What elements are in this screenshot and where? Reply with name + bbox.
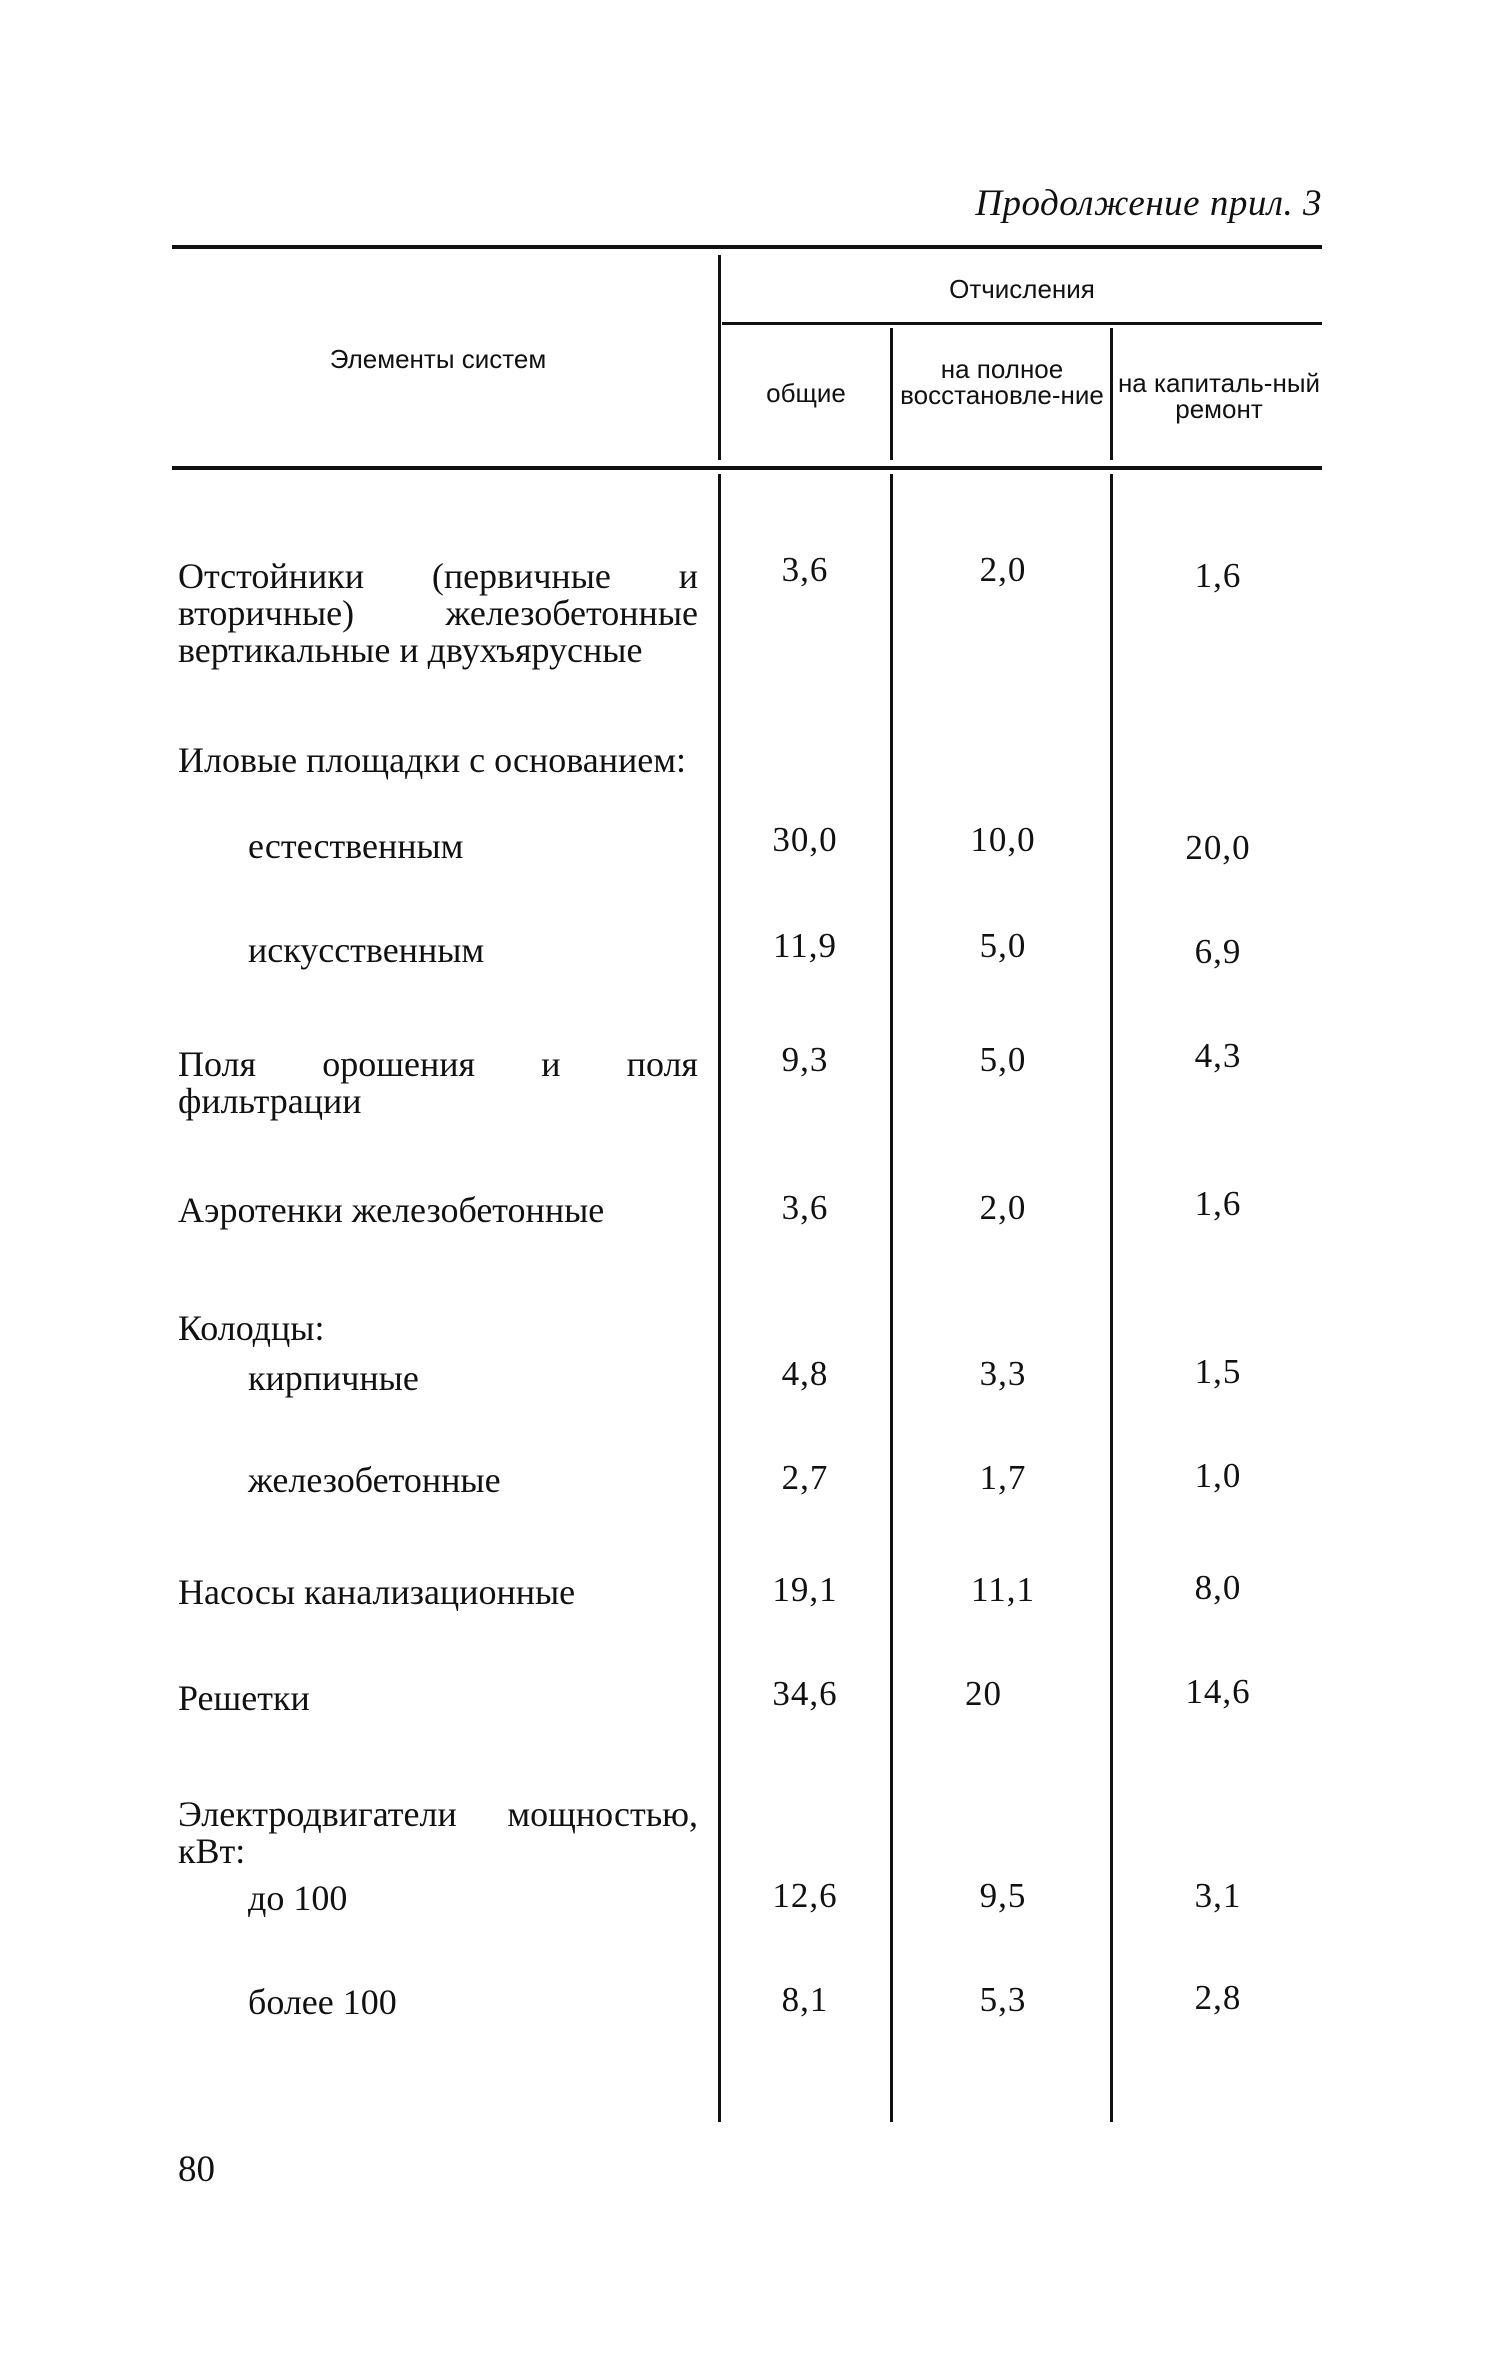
value-general: 19,1 xyxy=(772,1570,838,1609)
value-general: 12,6 xyxy=(772,1876,838,1915)
value-full-restore: 1,7 xyxy=(979,1458,1027,1497)
header-elements: Элементы систем xyxy=(329,344,547,374)
column-divider-2 xyxy=(890,474,893,2122)
table-top-rule xyxy=(172,245,1322,249)
value-general: 30,0 xyxy=(772,820,838,859)
value-general: 9,3 xyxy=(781,1040,829,1079)
value-capital-repair: 6,9 xyxy=(1194,932,1242,971)
value-full-restore: 2,0 xyxy=(979,550,1027,589)
value-capital-repair: 20,0 xyxy=(1185,828,1251,867)
value-full-restore: 5,0 xyxy=(979,926,1027,965)
value-capital-repair: 1,5 xyxy=(1194,1352,1242,1391)
value-full-restore: 9,5 xyxy=(979,1876,1027,1915)
row-label: более 100 xyxy=(248,1982,397,2022)
header-bottom-rule xyxy=(172,466,1322,470)
value-capital-repair: 3,1 xyxy=(1194,1876,1242,1915)
value-general: 8,1 xyxy=(781,1980,829,2019)
group-header-rule xyxy=(722,322,1322,325)
value-full-restore: 11,1 xyxy=(971,1570,1035,1609)
column-divider-1 xyxy=(718,474,721,2122)
continuation-caption: Продолжение прил. 3 xyxy=(975,183,1322,224)
row-label: Поля орошения и поля фильтрации xyxy=(178,1044,698,1121)
page-number: 80 xyxy=(178,2149,215,2190)
value-full-restore: 3,3 xyxy=(979,1354,1027,1393)
row-label: кирпичные xyxy=(248,1358,419,1398)
header-divider-1 xyxy=(718,255,721,460)
value-capital-repair: 2,8 xyxy=(1194,1978,1242,2017)
row-label: искусственным xyxy=(248,930,485,970)
row-label: Насосы канализационные xyxy=(178,1572,576,1612)
value-general: 11,9 xyxy=(773,926,837,965)
value-full-restore: 20 xyxy=(965,1674,1002,1713)
header-capital-repair: на капиталь-ный ремонт xyxy=(1117,368,1321,424)
value-capital-repair: 4,3 xyxy=(1194,1036,1242,1075)
header-group: Отчисления xyxy=(949,274,1095,304)
value-capital-repair: 8,0 xyxy=(1194,1568,1242,1607)
value-general: 34,6 xyxy=(772,1674,838,1713)
row-label: Электродвигатели мощностью, кВт: xyxy=(178,1794,698,1871)
header-full-restore: на полное восстановле-ние xyxy=(900,354,1104,410)
value-general: 3,6 xyxy=(781,550,829,589)
header-divider-3 xyxy=(1110,328,1113,460)
header-general: общие xyxy=(766,378,846,408)
row-label: Иловые площадки с основанием: xyxy=(178,740,687,780)
value-general: 4,8 xyxy=(781,1354,829,1393)
row-label: Аэротенки железобетонные xyxy=(178,1190,605,1230)
row-label: до 100 xyxy=(248,1878,348,1918)
value-capital-repair: 1,6 xyxy=(1194,556,1242,595)
row-label: Колодцы: xyxy=(178,1308,325,1348)
value-capital-repair: 14,6 xyxy=(1185,1672,1251,1711)
value-full-restore: 5,0 xyxy=(979,1040,1027,1079)
value-full-restore: 2,0 xyxy=(979,1188,1027,1227)
header-divider-2 xyxy=(890,328,893,460)
row-label: железобетонные xyxy=(248,1460,501,1500)
value-full-restore: 10,0 xyxy=(970,820,1036,859)
row-label: естественным xyxy=(248,826,464,866)
value-full-restore: 5,3 xyxy=(979,1980,1027,2019)
row-label: Отстойники (первичные и вторичные) железобетонные вертикальные и двухъярусные xyxy=(178,556,698,670)
column-divider-3 xyxy=(1110,474,1113,2122)
value-capital-repair: 1,0 xyxy=(1194,1456,1242,1495)
value-capital-repair: 1,6 xyxy=(1194,1184,1242,1223)
row-label: Решетки xyxy=(178,1678,310,1718)
value-general: 3,6 xyxy=(781,1188,829,1227)
value-general: 2,7 xyxy=(781,1458,829,1497)
